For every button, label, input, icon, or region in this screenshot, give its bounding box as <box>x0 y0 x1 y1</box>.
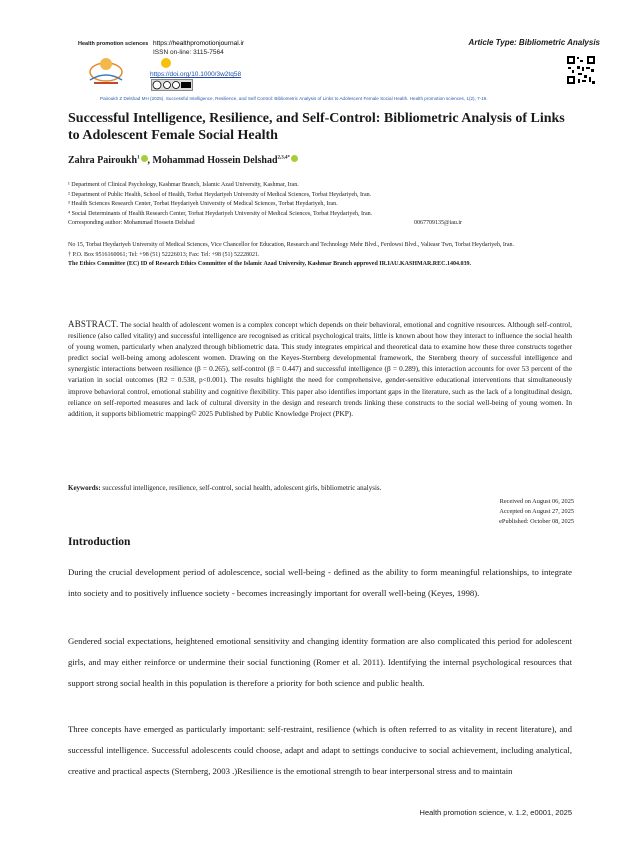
intro-paragraph-1: During the crucial development period of adolescence, social well-being - defined as the ability to form meaningful relationships, to integrate into society and to positively influence society - becomes increasingly important for overall well-being (Keyes, 1998). <box>68 567 572 598</box>
journal-issn: ISSN on-line: 3115-7564 <box>153 49 224 56</box>
section-heading-introduction: Introduction <box>68 536 131 548</box>
citation-line[interactable]: Pairoukh Z Delshad MH (2025). Successful Intelligence, Resilience, and Self Control: Bibliometric Analysis of Links to Adolescent Female Social Health. Health promotion sciences, 1(2), 7-19. <box>100 96 488 101</box>
cc-license-icon[interactable] <box>151 79 193 91</box>
journal-url[interactable]: https://healthpromotionjournal.ir <box>153 40 245 47</box>
doi-badge-icon <box>161 58 171 68</box>
affiliation-1: ¹ Department of Clinical Psychology, Kashmar Branch, Islamic Azad University, Kashmar, Iran. <box>68 182 299 188</box>
abstract-text: The social health of adolescent women is a complex concept which depends on their behavioral, emotional and cognitive resources. Although self-control, resilience (also called vitality) and successful intelligence are recognised as critical psychological traits, little is known about how they interact to influence the social health of young women, particularly when analyzed through bibliometric data. This study integrates empirical and theoretical data to examine how these three constructs together predict social well-being among adolescent women. Drawing on the Keyes-Sternberg developmental framework, the Sternberg theory of successful intelligence and synergistic interactions between resilience (β = 0.265), self-control (β = 0.447) and successful intelligence (β = 0.289), this interaction accounts for over 53 percent of the variation in social outcomes (R2 = 0.538, p<0.001). The results highlight the need for comprehensive, gender-sensitive educational interventions that simultaneously improve behavioral control, emotional stability and cognitive flexibility. This paper also identifies important gaps in the literature, such as the lack of a longitudinal design, reliance on self-reported measures and lack of cultural diversity in the design and research trends linking these constructs to the social well-being of young women. In addition, it supports bibliometric mapping© 2025 Published by Public Knowledge Project (PKP). <box>68 320 572 418</box>
paper-title: Successful Intelligence, Resilience, and Self-Control: Bibliometric Analysis of Links to Adolescent Female Social Health <box>68 111 565 143</box>
intro-paragraph-3: Three concepts have emerged as particularly important: self-restraint, resilience (which is often referred to as vitality in recent literature), and successful intelligence. Successful adolescents could choose, adapt and adapt to settings conducive to social achievement, including analytical, creative and practical aspects (Sternberg, 2003 .)Resilience is the emotional strength to bear interpersonal stress and to maintain <box>68 724 572 776</box>
journal-name: Health promotion sciences <box>78 41 149 47</box>
corresponding-email[interactable]: 0067709135@iau.ir <box>414 220 463 226</box>
received-date: Received on August 06, 2025 <box>499 498 574 505</box>
accepted-date: Accepted on August 27, 2025 <box>499 508 574 515</box>
abstract <box>68 319 572 419</box>
author-2: Mohammad Hossein Delshad <box>152 155 278 166</box>
address-block <box>68 241 573 270</box>
keywords-label: Keywords: <box>68 484 101 492</box>
affiliation-4: ⁴ Social Determinants of Health Research Center, Torbat Heydariyeh University of Medical Sciences, Torbat Heydariyeh, Iran. <box>68 210 373 217</box>
ethics-line: The Ethics Committee (EC) ID of Research Ethics Committee of the Islamic Azad University, Kashmar Branch approved IR.IAU.KASHMAR.REC.1404.039. <box>68 261 471 267</box>
author-1: Zahra Pairoukh <box>68 155 137 166</box>
orcid-icon[interactable] <box>291 155 298 162</box>
corresponding-author: Corresponding author: Mohammad Hossein Delshad <box>68 220 195 226</box>
doi-link[interactable]: https://doi.org/10.1000/3w2tq58 <box>150 71 242 78</box>
contact-line: † P.O. Box 9516160061; Tel: +98 (51) 52226013; Fax: Tel: +98 (51) 52228021. <box>68 251 260 258</box>
intro-paragraph-2: Gendered social expectations, heightened emotional sensitivity and changing identity formation are also complicated this period for adolescent girls, and may either reinforce or undermine their social functioning (Romer et al. 2011). Identifying the internal psychological resources that support strong social health in this population is therefore a priority for both science and public health. <box>68 636 572 688</box>
author-list: Zahra Pairoukh$^1$ , Mohammad Hossein Delshad$^{2,3,4*}$ <box>68 155 298 166</box>
article-type: Article Type: Bibliometric Analysis <box>468 38 600 47</box>
published-date: ePublished: October 08, 2025 <box>499 518 574 525</box>
address-line: No 15, Torbat Heydariyeh University of Medical Sciences, Vice Chancellor for Education, Research and Technology Mehr Blvd., Ferdowsi Blvd., Valieasr Twn, Torbat Heydariyeh, Iran. <box>68 242 515 248</box>
qr-code <box>566 55 596 85</box>
affiliation-2: ² Department of Public Health, School of Health, Torbat Heydariyeh University of Medical Sciences, Torbat Heydariyeh, Iran. <box>68 191 372 198</box>
affiliation-3: ³ Health Sciences Research Center, Torbat Heydariyeh University of Medical Sciences, Torbat Heydariyeh, Iran. <box>68 201 338 207</box>
affiliations <box>68 181 578 229</box>
abstract-label: ABSTRACT. <box>68 319 119 329</box>
publication-dates <box>499 497 574 527</box>
keywords <box>68 484 572 492</box>
keywords-text: successful intelligence, resilience, self-control, social health, adolescent girls, bibliometric analysis. <box>100 484 382 492</box>
page-footer: Health promotion science, v. 1.2, e0001, 2025 <box>419 808 572 817</box>
journal-logo <box>84 50 128 88</box>
orcid-icon[interactable] <box>141 155 148 162</box>
